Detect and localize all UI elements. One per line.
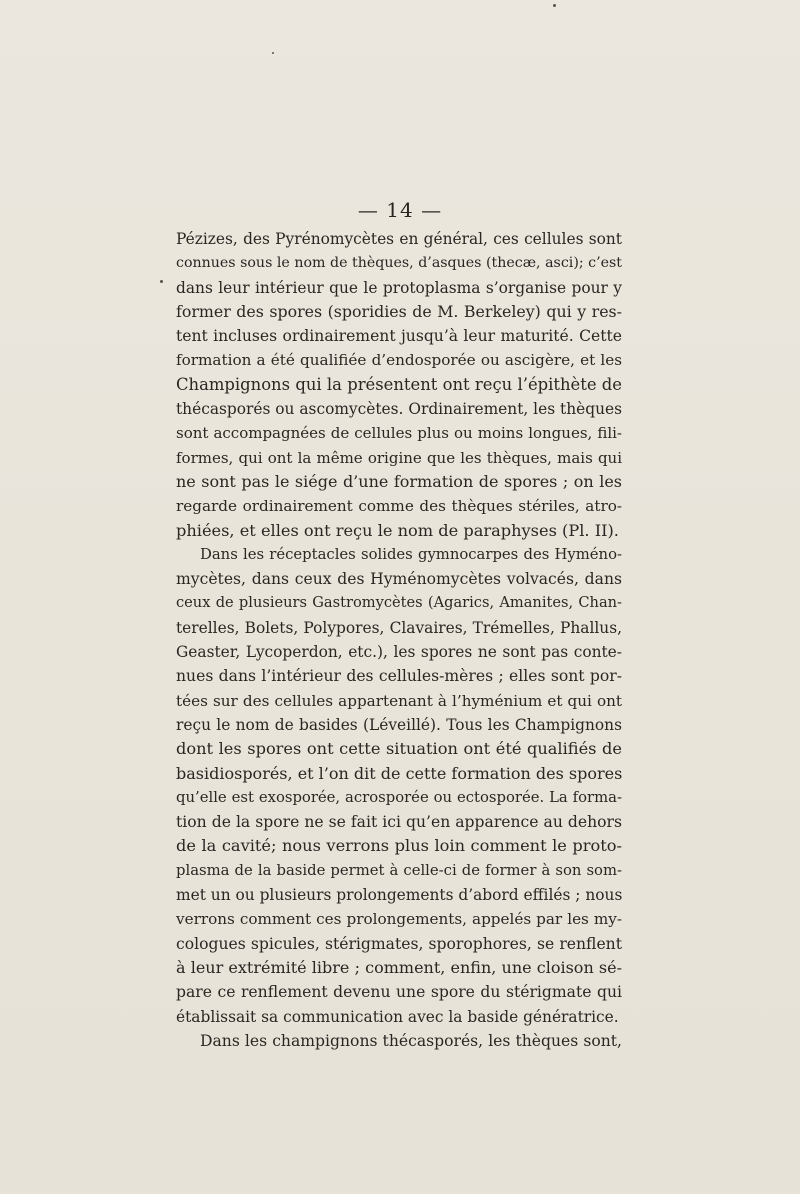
text-line: formes, qui ont la même origine que les thèques, mais qui [176, 448, 622, 467]
text-line: pare ce renflement devenu une spore du stérigmate qui [176, 983, 622, 1002]
text-line: Geaster, Lycoperdon, etc.), les spores ne sont pas conte- [176, 643, 622, 662]
text-line: sont accompagnées de cellules plus ou moins longues, fili- [176, 424, 622, 443]
text-line: établissait sa communication avec la baside génératrice. [176, 1007, 619, 1026]
text-line: tées sur des cellules appartenant à l’hyménium et qui ont [176, 691, 622, 710]
text-line: tion de la spore ne se fait ici qu’en apparence au dehors [176, 813, 622, 832]
text-line: terelles, Bolets, Polypores, Clavaires, Trémelles, Phallus, [176, 618, 622, 637]
text-line: tent incluses ordinairement jusqu’à leur maturité. Cette [176, 327, 622, 346]
text-line: ne sont pas le siége d’une formation de spores ; on les [176, 471, 622, 491]
text-line: de la cavité; nous verrons plus loin comment le proto- [176, 836, 622, 856]
text-line: à leur extrémité libre ; comment, enfin, une cloison sé- [176, 957, 622, 977]
text-line: Champignons qui la présentent ont reçu l’épithète de [176, 374, 622, 394]
text-line: regarde ordinairement comme des thèques stériles, atro- [176, 497, 622, 516]
text-line: connues sous le nom de thèques, d’asques (thecæ, asci); c’est [176, 255, 622, 272]
text-line: Dans les réceptacles solides gymnocarpes des Hyméno- [200, 545, 622, 563]
text-line: ceux de plusieurs Gastromycètes (Agarics, Amanites, Chan- [176, 594, 622, 612]
text-line: reçu le nom de basides (Léveillé). Tous les Champignons [176, 715, 622, 734]
text-line: thécasporés ou ascomycètes. Ordinairement, les thèques [176, 400, 622, 419]
text-line: verrons comment ces prolongements, appelés par les my- [176, 910, 622, 929]
text-line: cologues spicules, stérigmates, sporophores, se renflent [176, 934, 622, 953]
text-line: plasma de la baside permet à celle-ci de former à son som- [176, 861, 622, 879]
text-line: Pézizes, des Pyrénomycètes en général, ces cellules sont [176, 230, 622, 248]
body-text [176, 227, 622, 1053]
text-line: basidiosporés, et l’on dit de cette formation des spores [176, 763, 623, 783]
text-line: dans leur intérieur que le protoplasma s’organise pour y [176, 278, 622, 297]
text-line: phiées, et elles ont reçu le nom de paraphyses (Pl. II). [176, 520, 619, 540]
text-line: formation a été qualifiée d’endosporée ou ascigère, et les [176, 351, 622, 370]
text-line: former des spores (sporidies de M. Berkeley) qui y res- [176, 301, 622, 321]
text-line: dont les spores ont cette situation ont été qualifiés de [176, 739, 622, 759]
text-line: mycètes, dans ceux des Hyménomycètes volvacés, dans [176, 570, 622, 589]
paper-speck [272, 52, 274, 54]
paper-speck [553, 4, 556, 7]
paper-speck [160, 280, 163, 283]
text-line: met un ou plusieurs prolongements d’abord effilés ; nous [176, 886, 623, 905]
text-line: nues dans l’intérieur des cellules-mères ; elles sont por- [176, 667, 622, 686]
text-line: Dans les champignons thécasporés, les thèques sont, [200, 1031, 622, 1050]
page-number: — 14 — [357, 198, 443, 222]
text-line: qu’elle est exosporée, acrosporée ou ectosporée. La forma- [176, 788, 622, 806]
